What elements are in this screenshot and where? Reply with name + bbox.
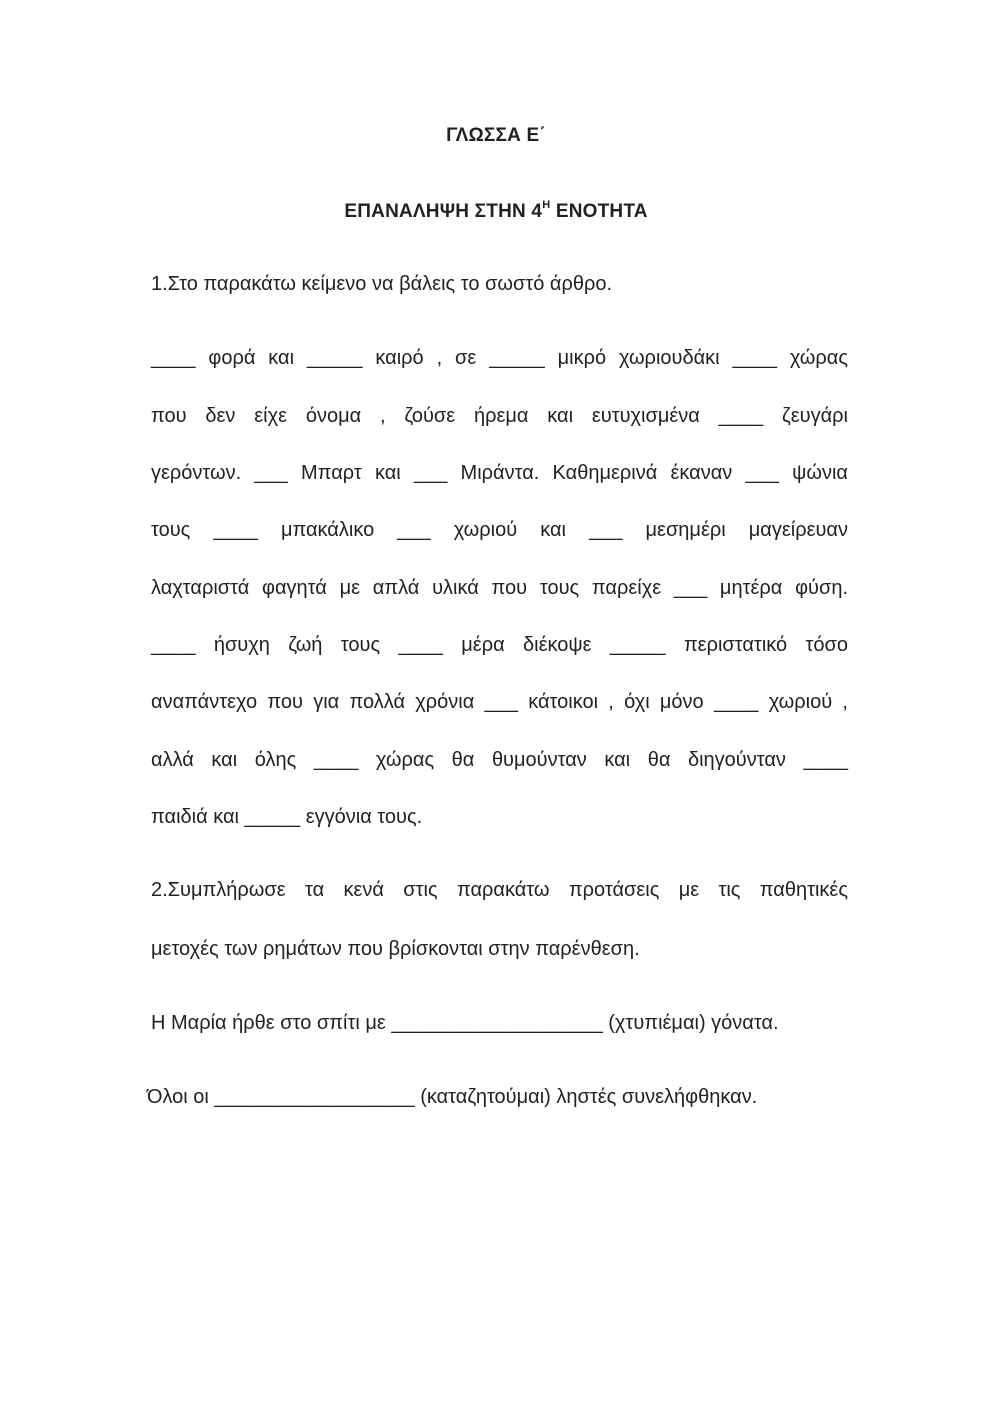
subtitle-superscript: Η <box>542 199 551 211</box>
exercise1-text-line: τους ____ μπακάλικο ___ χωριού και ___ μεσημέρι μαγείρευαν <box>151 519 848 541</box>
exercise1-text-line: γερόντων. ___ Μπαρτ και ___ Μιράντα. Καθημερινά έκαναν ___ ψώνια <box>151 462 848 484</box>
exercise1-text-line: αναπάντεχο που για πολλά χρόνια ___ κάτοικοι , όχι μόνο ____ χωριού , <box>151 691 848 713</box>
exercise1-text-line: ____ φορά και _____ καιρό , σε _____ μικρό χωριουδάκι ____ χώρας <box>151 347 848 369</box>
exercise1-text-line: παιδιά και _____ εγγόνια τους. <box>151 806 423 828</box>
exercise2-sentence: Όλοι οι __________________ (καταζητούμαι) ληστές συνελήφθηκαν. <box>147 1086 758 1108</box>
subtitle-tail: ΕΝΟΤΗΤΑ <box>550 201 648 222</box>
exercise1-text-line: λαχταριστά φαγητά με απλά υλικά που τους παρείχε ___ μητέρα φύση. <box>151 577 848 599</box>
subtitle-main: ΕΠΑΝΑΛΗΨΗ ΣΤΗΝ 4 <box>344 201 543 222</box>
page-title: ΓΛΩΣΣΑ Ε΄ <box>446 125 546 146</box>
exercise1-text-line: που δεν είχε όνομα , ζούσε ήρεμα και ευτυχισμένα ____ ζευγάρι <box>151 405 848 427</box>
exercise1-text-line: ____ ήσυχη ζωή τους ____ μέρα διέκοψε _____ περιστατικό τόσο <box>151 634 848 656</box>
exercise2-instruction-line2: μετοχές των ρημάτων που βρίσκονται στην παρένθεση. <box>151 938 640 960</box>
exercise1-instruction: 1.Στο παρακάτω κείμενο να βάλεις το σωστό άρθρο. <box>151 273 613 295</box>
exercise2-instruction-line1: 2.Συμπλήρωσε τα κενά στις παρακάτω προτάσεις με τις παθητικές <box>151 879 848 901</box>
page-subtitle <box>0 199 996 223</box>
exercise1-text-line: αλλά και όλης ____ χώρας θα θυμούνταν και θα διηγούνταν ____ <box>151 749 848 771</box>
exercise2-sentence: Η Μαρία ήρθε στο σπίτι με ___________________ (χτυπιέμαι) γόνατα. <box>151 1012 779 1034</box>
